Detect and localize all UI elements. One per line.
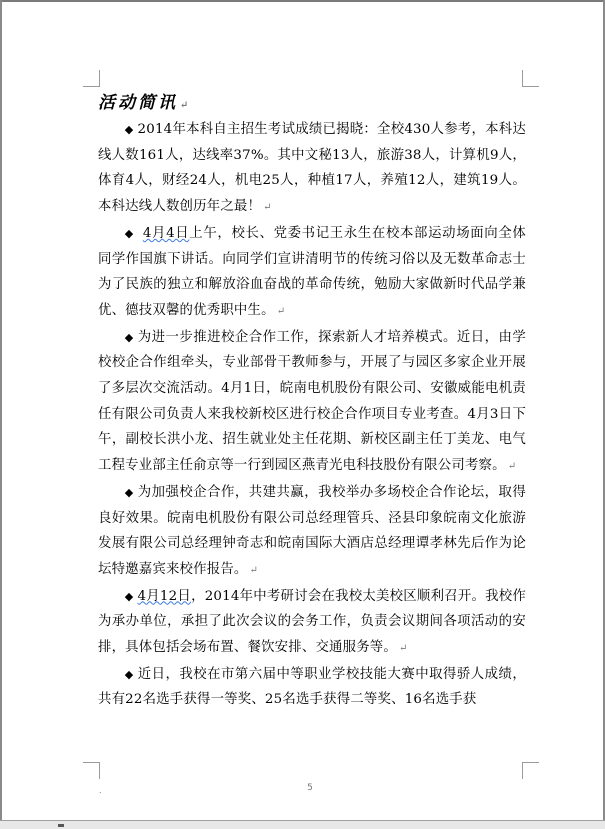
return-mark-icon: ↵ (399, 643, 408, 655)
margin-corner-top-right (522, 70, 539, 87)
margin-corner-bottom-left (83, 762, 100, 779)
paragraph[interactable]: ◆ 4月4日上午，校长、党委书记王永生在校本部运动场面向全体同学作国旗下讲话。向同学们宣讲清明节的传统习俗以及无数革命志士为了民族的独立和解放浴血奋战的革命传统，勉励大家做新时代品学兼优、德技双馨的优秀职中生。 ↵ (98, 225, 526, 318)
return-mark-icon: ↵ (276, 305, 286, 317)
return-mark-icon: ↵ (180, 100, 192, 111)
date-underlined: 4月4日 (142, 225, 190, 241)
diamond-bullet-icon: ◆ (124, 330, 134, 344)
document-body[interactable] (98, 86, 526, 713)
paragraph[interactable]: ◆ 2014年本科自主招生考试成绩已揭晓：全校430人参考，本科达线人数161人，达线率37%。其中文秘13人，旅游38人，计算机9人，体育4人，财经24人，机电25人，种植17人，养殖12人，建筑19人。本科达线人数创历年之最！ ↵ (98, 122, 526, 215)
diamond-bullet-icon: ◆ (124, 589, 134, 603)
footer-paragraph-mark: . (99, 786, 102, 795)
date-underlined: 4月12日 (137, 588, 192, 604)
margin-corner-top-left (83, 70, 100, 87)
window-top-border (0, 0, 605, 2)
window-bottom-bar (0, 820, 605, 829)
diamond-bullet-icon: ◆ (124, 485, 134, 499)
paragraph[interactable]: ◆ 近日，我校在市第六届中等职业学校技能大赛中取得骄人成绩，共有22名选手获得一等奖、25名选手获得二等奖、16名选手获 (98, 666, 526, 708)
window-left-border (0, 0, 2, 829)
paragraph[interactable]: ◆ 4月12日，2014年中考研讨会在我校太美校区顺利召开。我校作为承办单位，承担了此次会议的会务工作，负责会议期间各项活动的安排，具体包括会场布置、餐饮安排、交通服务等。 ↵ (98, 588, 527, 656)
return-mark-icon: ↵ (507, 461, 517, 473)
margin-corner-bottom-right (522, 762, 539, 779)
return-mark-icon: ↵ (249, 564, 259, 576)
diamond-bullet-icon: ◆ (124, 226, 134, 240)
paragraph[interactable]: ◆ 为进一步推进校企合作工作，探索新人才培养模式。近日，由学校校企合作组牵头，专业部骨干教师参与，开展了与园区多家企业开展了多层次交流活动。4月1日，皖南电机股份有限公司、安徽威能电机责任有限公司负责人来我校新校区进行校企合作项目专业考查。4月3日下午，副校长洪小龙、招生就业处主任花期、新校区副主任丁美龙、电气工程专业部主任俞京等一行到园区燕青光电科技股份有限公司考察。 ↵ (98, 329, 526, 474)
document-title: 活动简讯 ↵ (98, 93, 192, 113)
paragraph[interactable]: ◆ 为加强校企合作，共建共赢，我校举办多场校企合作论坛，取得良好效果。皖南电机股份有限公司总经理管兵、泾县印象皖南文化旅游发展有限公司总经理钟奇志和皖南国际大酒店总经理谭孝林先后作为论坛特邀嘉宾来校作报告。 ↵ (98, 484, 526, 577)
diamond-bullet-icon: ◆ (124, 667, 134, 681)
status-mark (58, 824, 64, 827)
page-number: 5 (307, 783, 313, 793)
return-mark-icon: ↵ (263, 202, 272, 214)
diamond-bullet-icon: ◆ (124, 123, 134, 136)
